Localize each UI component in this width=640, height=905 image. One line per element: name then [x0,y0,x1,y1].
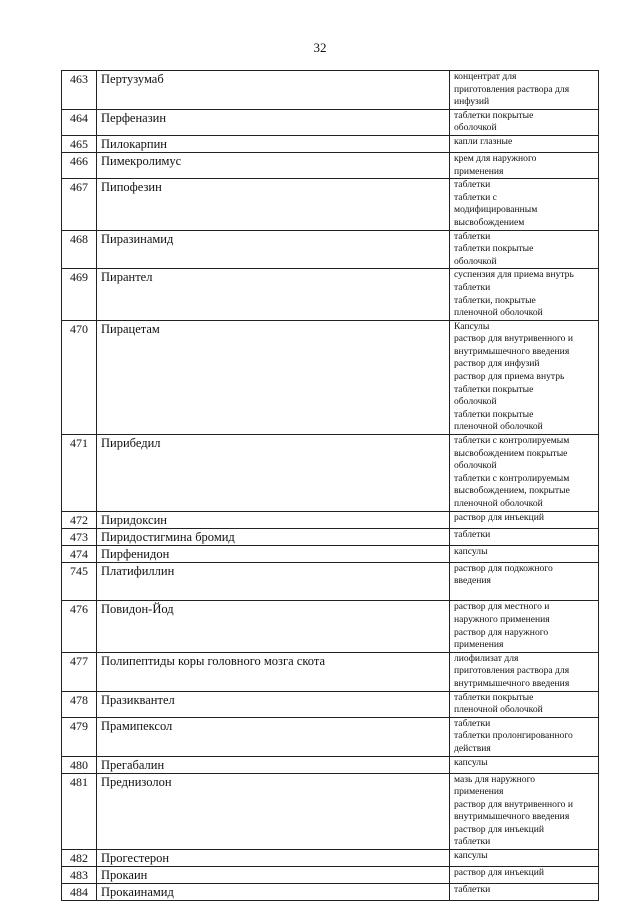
drug-name: Пертузумаб [97,71,450,110]
table-row [62,756,599,773]
table-row [62,545,599,562]
dosage-form-line: пленочной оболочкой [454,498,543,509]
drug-name: Перфеназин [97,109,450,135]
dosage-form-line: пленочной оболочкой [454,704,543,716]
dosage-form-line: капсулы [454,850,488,862]
dosage-form-line: раствор для наружного [454,626,549,638]
dosage-forms [450,135,599,152]
table-row [62,652,599,691]
dosage-form-line: действия [454,742,491,754]
drug-name: Преднизолон [97,773,450,850]
drug-name: Празиквантел [97,691,450,717]
table-row [62,528,599,545]
dosage-forms [450,179,599,230]
dosage-form-line: капли глазные [454,135,513,147]
row-number: 474 [62,545,97,562]
drug-name: Прогестерон [97,850,450,867]
dosage-form-line: применения [454,639,504,651]
dosage-forms [450,71,599,110]
drug-name: Пипофезин [97,179,450,230]
dosage-form-line: лиофилизат для [454,652,519,664]
dosage-forms [450,691,599,717]
drug-name: Платифиллин [97,562,450,601]
dosage-form-line: раствор для подкожного [454,562,553,574]
row-number: 463 [62,71,97,110]
dosage-form-line: применения [454,165,504,177]
drug-name: Пирантел [97,269,450,320]
dosage-form-line: таблетки [454,281,491,293]
dosage-form-line: таблетки [454,836,491,848]
drug-name: Пиридостигмина бромид [97,528,450,545]
drug-name: Пиразинамид [97,230,450,269]
dosage-form-line: таблетки [454,717,491,729]
dosage-form-line: таблетки с [454,191,497,203]
row-number: 480 [62,756,97,773]
dosage-form-line: таблетки [454,230,491,242]
dosage-form-line: суспензия для приема внутрь [454,269,574,281]
dosage-form-line: высвобождением, покрытые [454,485,570,497]
row-number: 473 [62,528,97,545]
dosage-form-line: раствор для внутривенного и [454,798,573,810]
dosage-form-line: высвобождением [454,216,525,228]
row-number: 479 [62,717,97,756]
dosage-forms [450,320,599,434]
dosage-forms [450,717,599,756]
drug-name: Пиридоксин [97,511,450,528]
dosage-forms [450,884,599,901]
dosage-form-line [454,588,594,601]
dosage-form-line: концентрат для [454,71,517,82]
dosage-forms [450,152,599,178]
table-row [62,152,599,178]
dosage-form-line: раствор для инъекций [454,867,544,879]
dosage-form-line: таблетки, покрытые [454,294,536,306]
dosage-form-line: внутримышечного введения [454,811,570,823]
dosage-forms [450,435,599,512]
dosage-form-line: оболочкой [454,255,497,267]
drug-name: Пирибедил [97,435,450,512]
table-row [62,320,599,434]
table-row [62,269,599,320]
table-row [62,717,599,756]
drug-name: Прамипексол [97,717,450,756]
table-row [62,511,599,528]
dosage-forms [450,652,599,691]
table-row [62,135,599,152]
dosage-form-line: раствор для внутривенного и [454,333,573,345]
dosage-form-line: таблетки покрытые [454,408,534,420]
dosage-forms [450,269,599,320]
dosage-forms [450,511,599,528]
dosage-form-line: раствор для инъекций [454,823,544,835]
row-number: 466 [62,152,97,178]
table-row [62,773,599,850]
dosage-form-line: таблетки покрытые [454,243,534,255]
table-row [62,884,599,901]
dosage-form-line: таблетки с контролируемым [454,472,570,484]
dosage-form-line: введения [454,575,491,587]
row-number: 472 [62,511,97,528]
drug-name: Прокаин [97,867,450,884]
row-number: 471 [62,435,97,512]
dosage-forms [450,230,599,269]
dosage-form-line: таблетки покрытые [454,109,534,121]
dosage-form-line: внутримышечного введения [454,677,570,689]
dosage-form-line: пленочной оболочкой [454,307,543,319]
table-row [62,850,599,867]
page-number: 32 [313,40,327,55]
dosage-form-line: капсулы [454,756,488,768]
dosage-form-line: мазь для наружного [454,773,536,785]
table-row [62,601,599,652]
row-number: 477 [62,652,97,691]
dosage-form-line: применения [454,786,504,798]
row-number: 464 [62,109,97,135]
dosage-form-line: Капсулы [454,320,490,332]
dosage-form-line: крем для наружного [454,152,537,164]
dosage-forms [450,562,599,601]
dosage-form-line: таблетки с контролируемым [454,435,570,447]
dosage-form-line: внутримышечного введения [454,345,570,357]
dosage-forms [450,109,599,135]
dosage-form-line: инфузий [454,96,490,108]
dosage-form-line: таблетки [454,884,491,896]
dosage-form-line: таблетки [454,179,491,191]
dosage-forms [450,756,599,773]
dosage-forms [450,850,599,867]
drug-name: Пирацетам [97,320,450,434]
row-number: 465 [62,135,97,152]
drug-table [61,70,599,901]
row-number: 481 [62,773,97,850]
dosage-form-line: оболочкой [454,122,497,134]
drug-name: Пилокарпин [97,135,450,152]
table-row [62,867,599,884]
dosage-form-line: пленочной оболочкой [454,421,543,433]
dosage-form-line: оболочкой [454,396,497,408]
drug-name: Повидон-Йод [97,601,450,652]
row-number: 745 [62,562,97,601]
dosage-forms [450,528,599,545]
dosage-form-line: капсулы [454,545,488,557]
dosage-form-line: оболочкой [454,460,497,472]
row-number: 476 [62,601,97,652]
dosage-form-line: таблетки покрытые [454,383,534,395]
dosage-form-line: раствор для инфузий [454,358,540,370]
drug-table-body [62,71,599,901]
table-row [62,691,599,717]
dosage-form-line: таблетки [454,528,491,540]
dosage-form-line: приготовления раствора для [454,665,570,677]
dosage-form-line: таблетки пролонгированного [454,730,573,742]
table-row [62,71,599,110]
dosage-form-line: таблетки покрытые [454,691,534,703]
row-number: 484 [62,884,97,901]
row-number: 470 [62,320,97,434]
row-number: 483 [62,867,97,884]
table-row [62,179,599,230]
dosage-forms [450,773,599,850]
table-row [62,230,599,269]
dosage-form-line: приготовления раствора для [454,83,570,95]
dosage-forms [450,867,599,884]
dosage-form-line: наружного применения [454,613,550,625]
dosage-forms [450,545,599,562]
row-number: 469 [62,269,97,320]
row-number: 478 [62,691,97,717]
drug-name: Пимекролимус [97,152,450,178]
drug-name: Полипептиды коры головного мозга скота [97,652,450,691]
drug-name: Прокаинамид [97,884,450,901]
row-number: 482 [62,850,97,867]
drug-name: Прегабалин [97,756,450,773]
dosage-form-line: высвобождением покрытые [454,447,568,459]
table-row [62,109,599,135]
row-number: 468 [62,230,97,269]
dosage-form-line: раствор для инъекций [454,511,544,523]
dosage-form-line: модифицированным [454,204,538,216]
dosage-form-line: раствор для приема внутрь [454,371,565,383]
table-row [62,435,599,512]
row-number: 467 [62,179,97,230]
dosage-forms [450,601,599,652]
dosage-form-line: раствор для местного и [454,601,550,613]
drug-name: Пирфенидон [97,545,450,562]
table-row [62,562,599,601]
